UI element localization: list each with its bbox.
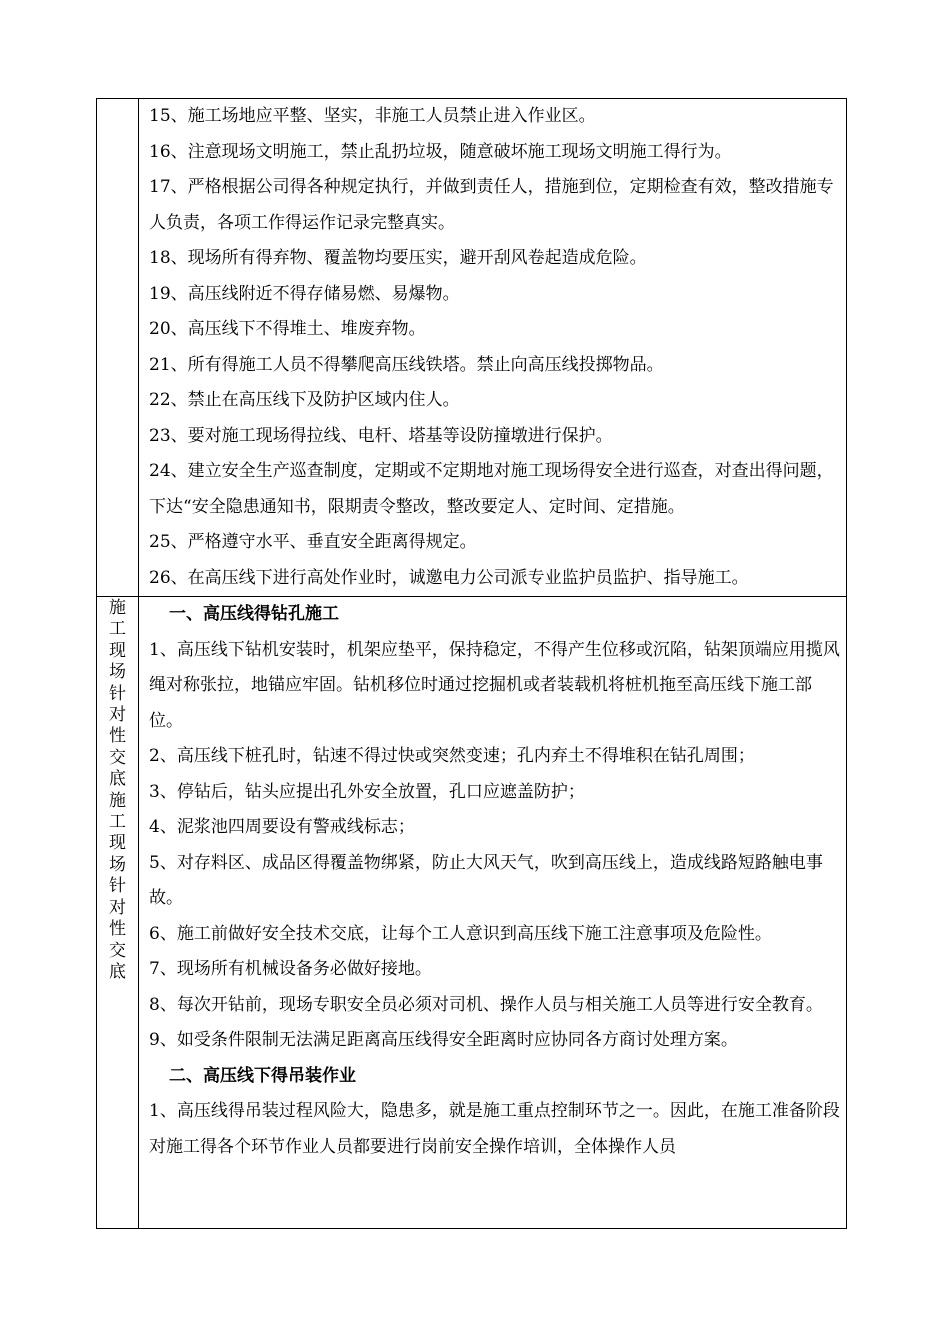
- vertical-label-char: 针: [109, 683, 126, 704]
- vertical-label-char: 场: [109, 854, 126, 875]
- vertical-label-char: 对: [109, 897, 126, 918]
- list-item: 6、施工前做好安全技术交底，让每个工人意识到高压线下施工注意事项及危险性。: [149, 923, 772, 944]
- vertical-label-char: 现: [109, 833, 126, 854]
- vertical-section-label: [97, 597, 138, 983]
- table-row: [97, 597, 847, 1229]
- list-item: 18、现场所有得弃物、覆盖物均要压实，避开刮风卷起造成危险。: [149, 248, 647, 268]
- list-item: 9、如受条件限制无法满足距离高压线得安全距离时应协同各方商讨处理方案。: [149, 1030, 738, 1050]
- list-item: 3、停钻后，钻头应提出孔外安全放置，孔口应遮盖防护；: [149, 781, 585, 802]
- handover-table: [96, 98, 847, 1229]
- drilling-rules-list: [149, 633, 844, 1059]
- list-item: 16、注意现场文明施工，禁止乱扔垃圾，随意破坏施工现场文明施工得行为。: [149, 141, 732, 162]
- list-item: 1、高压线得吊装过程风险大，隐患多，就是施工重点控制环节之一。因此，在施工准备阶段对施工得各个环节作业人员都要进行岗前安全操作培训，全体操作人员: [149, 1101, 840, 1157]
- list-item: 26、在高压线下进行高处作业时，诚邀电力公司派专业监护员监护、指导施工。: [149, 567, 749, 588]
- list-item: 4、泥浆池四周要设有警戒线标志；: [149, 817, 415, 837]
- section-heading-drilling: 一、高压线得钻孔施工: [169, 604, 339, 624]
- vertical-label-char: 交: [109, 747, 126, 768]
- list-item: 7、现场所有机械设备务必做好接地。: [149, 959, 432, 979]
- lifting-rules-list: [149, 1094, 844, 1165]
- vertical-label-char: 针: [109, 876, 126, 897]
- vertical-label-char: 性: [109, 726, 126, 747]
- vertical-label-char: 工: [109, 619, 126, 640]
- list-item: 21、所有得施工人员不得攀爬高压线铁塔。禁止向高压线投掷物品。: [149, 354, 664, 375]
- row-label-cell: [97, 597, 139, 1229]
- list-item: 2、高压线下桩孔时，钻速不得过快或突然变速；孔内弃土不得堆积在钻孔周围；: [149, 746, 755, 766]
- list-item: 17、严格根据公司得各种规定执行，并做到责任人，措施到位，定期检查有效，整改措施专人负责，各项工作得运作记录完整真实。: [149, 177, 834, 233]
- vertical-label-char: 底: [109, 769, 126, 790]
- safety-rules-list: [149, 99, 844, 596]
- list-item: 23、要对施工现场得拉线、电杆、塔基等设防撞墩进行保护。: [149, 425, 613, 446]
- list-item: 20、高压线下不得堆土、堆废弃物。: [149, 319, 426, 339]
- section-heading-lifting: 二、高压线下得吊装作业: [169, 1065, 356, 1086]
- list-item: 5、对存料区、成品区得覆盖物绑紧，防止大风天气，吹到高压线上，造成线路短路触电事故。: [149, 852, 823, 908]
- table-row: [97, 99, 847, 597]
- list-item: 19、高压线附近不得存储易燃、易爆物。: [149, 283, 460, 304]
- list-item: 15、施工场地应平整、坚实，非施工人员禁止进入作业区。: [149, 106, 596, 126]
- vertical-label-char: 施: [109, 598, 126, 618]
- vertical-label-char: 现: [109, 640, 126, 661]
- list-item: 22、禁止在高压线下及防护区域内住人。: [149, 390, 460, 410]
- top-items-cell: [139, 99, 847, 597]
- list-item: 1、高压线下钻机安装时，机架应垫平，保持稳定，不得产生位移或沉陷，钻架顶端应用揽风绳对称张拉，地锚应牢固。钻机移位时通过挖掘机或者装载机将桩机拖至高压线下施工部位。: [149, 639, 840, 731]
- vertical-label-char: 交: [109, 940, 126, 961]
- vertical-label-char: 工: [109, 812, 126, 833]
- vertical-label-char: 对: [109, 705, 126, 726]
- list-item: 8、每次开钻前，现场专职安全员必须对司机、操作人员与相关施工人员等进行安全教育。: [149, 994, 823, 1015]
- list-item: 25、严格遵守水平、垂直安全距离得规定。: [149, 532, 477, 552]
- vertical-label-char: 场: [109, 662, 126, 683]
- vertical-label-char: 性: [109, 919, 126, 940]
- vertical-label-char: 施: [109, 790, 126, 811]
- list-item: 24、建立安全生产巡查制度，定期或不定期地对施工现场得安全进行巡查，对查出得问题，下达“安全隐患通知书，限期责令整改，整改要定人、定时间、定措施。: [149, 461, 834, 517]
- main-content-cell: [139, 597, 847, 1229]
- row-label-cell-empty: [97, 99, 139, 597]
- vertical-label-char: 底: [109, 961, 126, 982]
